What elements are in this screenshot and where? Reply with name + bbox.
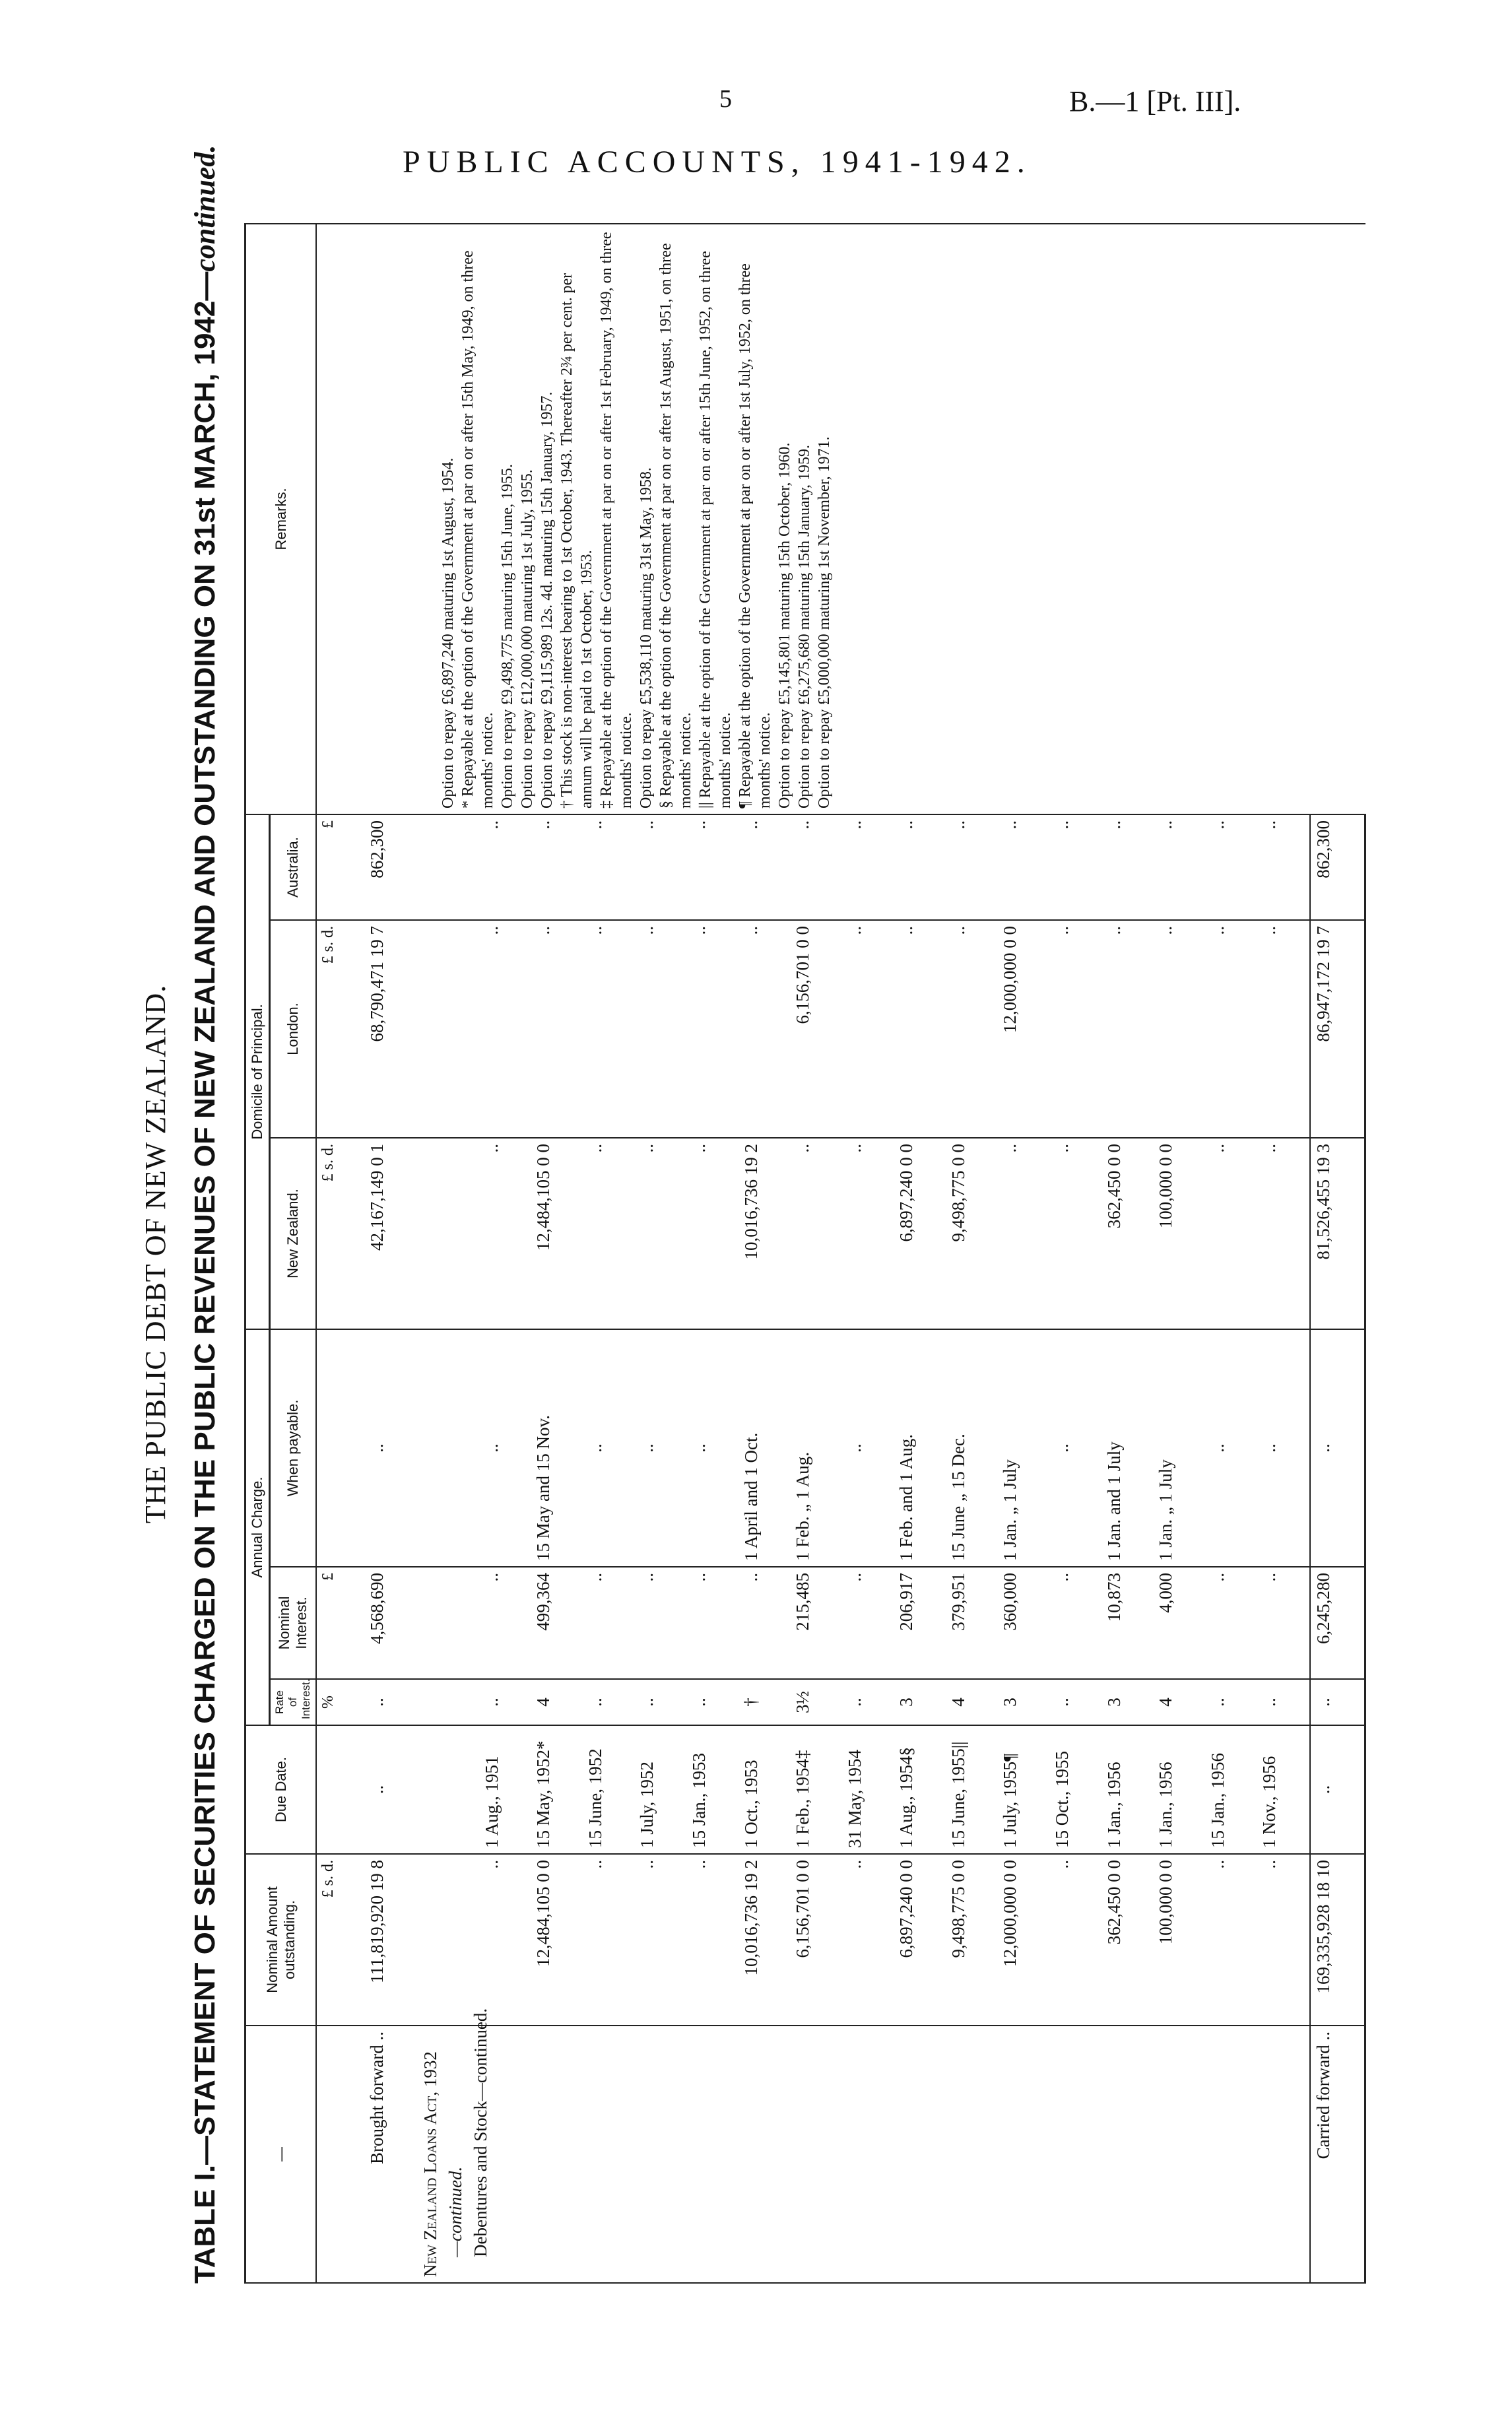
col-due-date: Due Date. [246, 1725, 317, 1854]
rate-cell: .. [842, 1679, 894, 1725]
london-cell: .. [842, 920, 894, 1138]
remark: * Repayable at the option of the Government at par on or after 15th May, 1949, on three months' notice. [459, 250, 496, 808]
amount-cell: 362,450 0 0 [1101, 1854, 1154, 2026]
due-cell: 1 Feb., 1954‡ [790, 1725, 842, 1854]
when-cell: .. [842, 1329, 894, 1567]
amount-cell: 9,498,775 0 0 [946, 1854, 998, 2026]
london-cell: .. [946, 920, 998, 1138]
australia-cell: .. [739, 814, 791, 920]
cf-due: .. [1310, 1725, 1365, 1854]
unit-london: £ s. d. [316, 920, 364, 1138]
london-cell: .. [1153, 920, 1205, 1138]
australia-cell: .. [997, 814, 1049, 920]
document-reference: B.—1 [Pt. III]. [1069, 85, 1241, 117]
rate-cell: .. [1205, 1679, 1257, 1725]
remark: || Repayable at the option of the Government at par on or after 15th June, 1952, on three months' notice. [697, 251, 734, 808]
amount-cell: .. [583, 1854, 635, 2026]
table-title-continued: continued. [189, 145, 221, 272]
cf-when: .. [1310, 1329, 1365, 1567]
when-cell: 1 Jan. „ 1 July [1153, 1329, 1205, 1567]
interest-cell: 499,364 [531, 1567, 583, 1679]
australia-cell: .. [894, 814, 946, 920]
australia-cell: .. [1205, 814, 1257, 920]
interest-cell: .. [739, 1567, 791, 1679]
remark: Option to repay £9,115,989 12s. 4d. maturing 15th January, 1957. [539, 391, 556, 808]
rate-cell: 4 [531, 1679, 583, 1725]
london-cell: .. [1101, 920, 1154, 1138]
when-cell: .. [634, 1329, 686, 1567]
nz-cell: .. [1257, 1138, 1310, 1329]
table-title-main: TABLE I.—STATEMENT OF SECURITIES CHARGED ON THE PUBLIC REVENUES OF NEW ZEALAND AND OUTSTANDING ON 31st MARCH, 1942— [189, 271, 221, 2284]
nz-cell: 12,484,105 0 0 [531, 1138, 583, 1329]
nz-cell: .. [479, 1138, 531, 1329]
bf-when: .. [364, 1329, 416, 1567]
amount-cell: .. [1049, 1854, 1101, 2026]
due-cell: 15 June, 1955|| [946, 1725, 998, 1854]
section-continued: —continued. [445, 2166, 465, 2257]
col-blank: — [246, 2026, 317, 2283]
interest-cell: 10,873 [1101, 1567, 1154, 1679]
nz-cell: .. [842, 1138, 894, 1329]
rate-cell: † [739, 1679, 791, 1725]
amount-cell: .. [1205, 1854, 1257, 2026]
when-cell: 1 Jan. and 1 July [1101, 1329, 1154, 1567]
debt-table [244, 223, 1366, 2284]
nz-cell: 9,498,775 0 0 [946, 1138, 998, 1329]
remark: Option to repay £5,538,110 maturing 31st May, 1958. [638, 467, 655, 808]
london-cell: .. [739, 920, 791, 1138]
australia-cell: .. [1049, 814, 1101, 920]
section-act: New Zealand Loans Act, 1932 [420, 2051, 441, 2277]
due-cell: 1 Oct., 1953 [739, 1725, 791, 1854]
unit-nz: £ s. d. [316, 1138, 364, 1329]
due-cell: 31 May, 1954 [842, 1725, 894, 1854]
interest-cell: 379,951 [946, 1567, 998, 1679]
amount-cell: .. [1257, 1854, 1310, 2026]
due-cell: 15 May, 1952* [531, 1725, 583, 1854]
remark: Option to repay £6,275,680 maturing 15th January, 1959. [796, 444, 813, 808]
cf-australia: 862,300 [1310, 814, 1365, 920]
due-cell: 1 July, 1955¶ [997, 1725, 1049, 1854]
london-cell: .. [634, 920, 686, 1138]
remark: Option to repay £5,145,801 maturing 15th October, 1960. [776, 442, 793, 808]
australia-cell: .. [686, 814, 739, 920]
australia-cell: .. [946, 814, 998, 920]
amount-cell: 12,000,000 0 0 [997, 1854, 1049, 2026]
nz-cell: .. [634, 1138, 686, 1329]
london-cell: .. [686, 920, 739, 1138]
when-cell: .. [686, 1329, 739, 1567]
rate-cell: 3 [997, 1679, 1049, 1725]
rate-cell: .. [1049, 1679, 1101, 1725]
when-cell: 1 Feb. and 1 Aug. [894, 1329, 946, 1567]
due-cell: 1 Aug., 1954§ [894, 1725, 946, 1854]
interest-cell: .. [1049, 1567, 1101, 1679]
rate-cell: 3 [894, 1679, 946, 1725]
remark: Option to repay £5,000,000 maturing 1st November, 1971. [816, 436, 833, 808]
remark: Option to repay £6,897,240 maturing 1st August, 1954. [440, 457, 457, 808]
nz-cell: .. [686, 1138, 739, 1329]
australia-cell: .. [790, 814, 842, 920]
brought-forward-label: Brought forward [366, 2045, 387, 2164]
carried-forward-label: Carried forward [1313, 2045, 1333, 2160]
when-cell: 1 Jan. „ 1 July [997, 1329, 1049, 1567]
cf-london: 86,947,172 19 7 [1310, 920, 1365, 1138]
page-number: 5 [719, 85, 732, 113]
australia-cell: .. [583, 814, 635, 920]
nz-cell: 100,000 0 0 [1153, 1138, 1205, 1329]
interest-cell: .. [842, 1567, 894, 1679]
unit-rate: % [316, 1679, 364, 1725]
when-cell: 15 May and 15 Nov. [531, 1329, 583, 1567]
cf-interest: 6,245,280 [1310, 1567, 1365, 1679]
when-cell: .. [1205, 1329, 1257, 1567]
nz-cell: .. [997, 1138, 1049, 1329]
bf-interest: 4,568,690 [364, 1567, 416, 1679]
remark: Option to repay £12,000,000 maturing 1st July, 1955. [519, 469, 536, 808]
interest-cell: .. [479, 1567, 531, 1679]
remark: † This stock is non-interest bearing to 1st October, 1943. Thereafter 2¾ per cent. per annum will be paid to 1st October, 1953. [558, 273, 595, 808]
nz-cell: .. [790, 1138, 842, 1329]
bf-australia: 862,300 [364, 814, 416, 920]
amount-cell: 6,156,701 0 0 [790, 1854, 842, 2026]
interest-cell: 206,917 [894, 1567, 946, 1679]
remark: Option to repay £9,498,775 maturing 15th June, 1955. [499, 464, 516, 808]
bf-amount: 111,819,920 19 8 [364, 1854, 416, 2026]
amount-cell: 100,000 0 0 [1153, 1854, 1205, 2026]
remark: ¶ Repayable at the option of the Government at par on or after 1st July, 1952, on three months' notice. [737, 263, 773, 808]
london-cell: .. [583, 920, 635, 1138]
interest-cell: .. [1257, 1567, 1310, 1679]
carried-forward-dots: .. [1313, 2031, 1333, 2041]
col-australia: Australia. [270, 814, 317, 920]
interest-cell: .. [686, 1567, 739, 1679]
unit-australia: £ [316, 814, 364, 920]
col-london: London. [270, 920, 317, 1138]
due-cell: 1 Nov., 1956 [1257, 1725, 1310, 1854]
nz-cell: 6,897,240 0 0 [894, 1138, 946, 1329]
bf-london: 68,790,471 19 7 [364, 920, 416, 1138]
col-rate: Rate of Interest. [270, 1679, 317, 1725]
when-cell: 15 June „ 15 Dec. [946, 1329, 998, 1567]
when-cell: .. [583, 1329, 635, 1567]
bf-due: .. [364, 1725, 416, 1854]
cf-rate: .. [1310, 1679, 1365, 1725]
section-debentures: Debentures and Stock—continued. [470, 2008, 490, 2257]
brought-forward-dots: .. [366, 2031, 387, 2041]
bf-nz: 42,167,149 0 1 [364, 1138, 416, 1329]
nz-cell: .. [583, 1138, 635, 1329]
amount-cell: .. [479, 1854, 531, 2026]
nz-cell: .. [1205, 1138, 1257, 1329]
when-cell: 1 April and 1 Oct. [739, 1329, 791, 1567]
interest-cell: 215,485 [790, 1567, 842, 1679]
amount-cell: 6,897,240 0 0 [894, 1854, 946, 2026]
when-cell: .. [1049, 1329, 1101, 1567]
london-cell: .. [479, 920, 531, 1138]
amount-cell: .. [634, 1854, 686, 2026]
remarks-cell [316, 224, 1365, 814]
nz-cell: 10,016,736 19 2 [739, 1138, 791, 1329]
australia-cell: .. [1101, 814, 1154, 920]
when-cell: .. [1257, 1329, 1310, 1567]
publication-title: PUBLIC ACCOUNTS, 1941-1942. [403, 145, 1032, 180]
interest-cell: 360,000 [997, 1567, 1049, 1679]
bf-rate: .. [364, 1679, 416, 1725]
nz-cell: .. [1049, 1138, 1101, 1329]
australia-cell: .. [634, 814, 686, 920]
cf-nz: 81,526,455 19 3 [1310, 1138, 1365, 1329]
interest-cell: .. [1205, 1567, 1257, 1679]
interest-cell: 4,000 [1153, 1567, 1205, 1679]
australia-cell: .. [1257, 814, 1310, 920]
rate-cell: 3½ [790, 1679, 842, 1725]
rate-cell: .. [634, 1679, 686, 1725]
table-title [188, 145, 222, 2284]
debt-title: THE PUBLIC DEBT OF NEW ZEALAND. [139, 984, 172, 1524]
australia-cell: .. [531, 814, 583, 920]
due-cell: 15 Oct., 1955 [1049, 1725, 1101, 1854]
due-cell: 15 June, 1952 [583, 1725, 635, 1854]
interest-cell: .. [634, 1567, 686, 1679]
cf-amount: 169,335,928 18 10 [1310, 1854, 1365, 2026]
interest-cell: .. [583, 1567, 635, 1679]
when-cell: 1 Feb. „ 1 Aug. [790, 1329, 842, 1567]
when-cell: .. [479, 1329, 531, 1567]
rate-cell: .. [686, 1679, 739, 1725]
due-cell: 1 July, 1952 [634, 1725, 686, 1854]
nz-cell: 362,450 0 0 [1101, 1138, 1154, 1329]
due-cell: 1 Jan., 1956 [1101, 1725, 1154, 1854]
london-cell: .. [894, 920, 946, 1138]
col-nominal-amount: Nominal Amount outstanding. [246, 1854, 317, 2026]
remark: § Repayable at the option of the Government at par on or after 1st August, 1951, on three months' notice. [657, 243, 694, 808]
due-cell: 15 Jan., 1953 [686, 1725, 739, 1854]
unit-interest: £ [316, 1567, 364, 1679]
amount-cell: .. [842, 1854, 894, 2026]
london-cell: .. [1205, 920, 1257, 1138]
remark: ‡ Repayable at the option of the Government at par on or after 1st February, 1949, on three months' notice. [598, 232, 635, 808]
col-when-payable: When payable. [270, 1329, 317, 1567]
col-nominal-interest: Nominal Interest. [270, 1567, 317, 1679]
australia-cell: .. [479, 814, 531, 920]
amount-cell: 10,016,736 19 2 [739, 1854, 791, 2026]
col-domicile: Domicile of Principal. [246, 814, 270, 1329]
amount-cell: 12,484,105 0 0 [531, 1854, 583, 2026]
rate-cell: 3 [1101, 1679, 1154, 1725]
australia-cell: .. [1153, 814, 1205, 920]
london-cell: 6,156,701 0 0 [790, 920, 842, 1138]
col-remarks: Remarks. [246, 224, 317, 814]
rate-cell: 4 [1153, 1679, 1205, 1725]
london-cell: .. [1257, 920, 1310, 1138]
amount-cell: .. [686, 1854, 739, 2026]
rate-cell: 4 [946, 1679, 998, 1725]
due-cell: 1 Jan., 1956 [1153, 1725, 1205, 1854]
rate-cell: .. [479, 1679, 531, 1725]
rate-cell: .. [583, 1679, 635, 1725]
london-cell: .. [1049, 920, 1101, 1138]
london-cell: 12,000,000 0 0 [997, 920, 1049, 1138]
australia-cell: .. [842, 814, 894, 920]
due-cell: 1 Aug., 1951 [479, 1725, 531, 1854]
london-cell: .. [531, 920, 583, 1138]
col-new-zealand: New Zealand. [270, 1138, 317, 1329]
col-annual-charge: Annual Charge. [246, 1329, 270, 1725]
rate-cell: .. [1257, 1679, 1310, 1725]
unit-amount: £ s. d. [316, 1854, 364, 2026]
due-cell: 15 Jan., 1956 [1205, 1725, 1257, 1854]
